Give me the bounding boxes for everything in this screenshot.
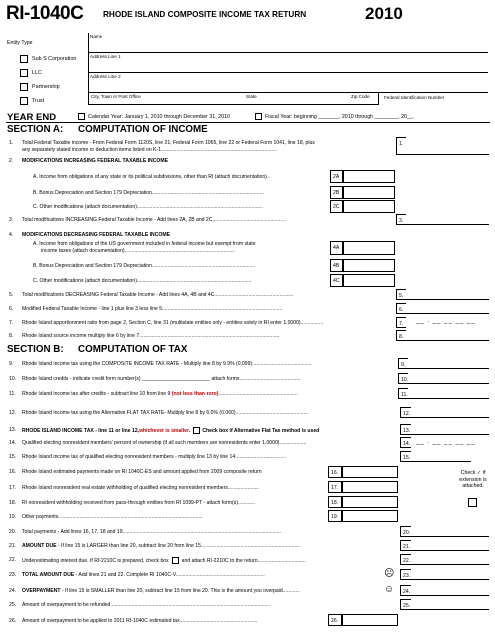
alt-flat-tax-checkbox[interactable]	[193, 427, 200, 434]
line-number: 8.	[9, 333, 14, 339]
line-4c-amount[interactable]	[343, 274, 395, 287]
line-4c-text: C. Other modifications (attach documentation).................................................................................	[33, 278, 252, 284]
line-box: 1.	[396, 137, 406, 155]
line-8-text: Rhode Island source income multiply line 6 by line 7...................................................................................................	[22, 333, 280, 339]
checkbox[interactable]	[20, 97, 28, 105]
line-26-text: Amount of overpayment to be applied to 2011 RI-1040C estimated tax.......................................................	[22, 618, 258, 624]
line-20-text: Total payments - Add lines 16, 17, 18 and 19................................................................................................................	[22, 529, 282, 535]
line-12-amount[interactable]	[411, 417, 489, 418]
line-21-text: AMOUNT DUE - If line 15 is LARGER than line 20, subtract line 20 from line 15......................................................................	[22, 543, 300, 549]
line-box: 2B	[330, 186, 343, 199]
line-box: 26.	[328, 614, 342, 626]
zip-field[interactable]: Zip Code	[351, 94, 370, 99]
line-box: 16.	[328, 466, 342, 478]
line-24-text: OVERPAYMENT - If line 15 is SMALLER than line 20, subtract line 15 from line 20. This is the amount you overpaid............	[22, 588, 300, 594]
line-box: 10.	[398, 373, 408, 384]
line-box: 15.	[400, 451, 411, 462]
line-box: 5.	[396, 289, 406, 300]
line-box: 24.	[400, 585, 411, 596]
line-22-amount[interactable]	[411, 564, 489, 565]
line-box: 21.	[400, 540, 411, 551]
line-number: 5.	[9, 292, 14, 298]
line-number: 18.	[9, 500, 17, 506]
line-3-text: Total modifications INCREASING Federal Taxable Income - Add lines 2A, 2B and 2C....................................................	[22, 217, 287, 223]
entity-type-label: Entity Type	[7, 40, 33, 46]
line-2c-text: C. Other modifications (attach documentation).........................................................................................	[33, 204, 263, 210]
fein-field[interactable]: Federal Identification Number	[384, 95, 445, 100]
city-field[interactable]: City, Town or Post Office	[91, 94, 141, 99]
section-a-label: SECTION A:	[7, 124, 64, 135]
line-box: 7.	[396, 317, 406, 328]
line-3-amount[interactable]	[406, 224, 489, 225]
address-line2-field[interactable]: Address Line 2	[90, 74, 121, 79]
line-box: 22.	[400, 554, 411, 565]
checkbox[interactable]	[20, 83, 28, 91]
line-19-amount[interactable]	[342, 510, 398, 522]
line-box: 11.	[398, 388, 408, 399]
line-11-amount[interactable]	[408, 398, 489, 399]
entity-type-partnership[interactable]: Partnership	[20, 83, 60, 91]
line-6-text: Modified Federal Taxable Income - line 1 plus line 3 less line 5.....................................................................................	[22, 306, 283, 312]
address-line1-field[interactable]: Address Line 1	[90, 54, 121, 59]
line-2c-amount[interactable]	[343, 200, 395, 213]
line-10-amount[interactable]	[408, 383, 489, 384]
line-number: 11.	[9, 391, 16, 397]
line-5-text: Total modifications DECREASING Federal Taxable Income - Add lines 4A, 4B and 4C........................................................	[22, 292, 294, 298]
line-number: 2.	[9, 158, 14, 164]
year-end-label: YEAR END	[7, 112, 57, 123]
line-number: 16.	[9, 469, 17, 475]
line-box: 13.	[400, 424, 411, 435]
line-number: 26.	[9, 618, 17, 624]
line-15-amount[interactable]	[411, 461, 471, 462]
line-box: 20.	[400, 526, 411, 537]
line-2a-text: A. Income from obligations of any state or its political subdivisions, other than RI (attach documentation)..	[33, 174, 270, 180]
line-25-amount[interactable]	[411, 609, 489, 610]
line-box: 2C	[330, 200, 343, 213]
line-number: 1.	[9, 140, 14, 146]
line-box: 19.	[328, 510, 342, 522]
extension-note: Check ✓ if extension is attached.	[459, 470, 487, 489]
line-2a-amount[interactable]	[343, 170, 395, 183]
line-6-amount[interactable]	[406, 313, 489, 314]
line-number: 22.	[9, 557, 17, 563]
line-number: 24.	[9, 588, 17, 594]
line-box: 3.	[396, 214, 406, 225]
state-field[interactable]: State	[246, 94, 257, 99]
section-a-title: COMPUTATION OF INCOME	[78, 124, 208, 135]
line-2b-amount[interactable]	[343, 186, 395, 199]
line-box: 2A	[330, 170, 343, 183]
line-15-text: Rhode Island income tax of qualified electing nonresident members - multiply line 13 by line 14....................................	[22, 454, 287, 460]
line-26-amount[interactable]	[342, 614, 398, 626]
ri-2210c-checkbox[interactable]	[172, 557, 179, 564]
form-number: RI-1040C	[6, 3, 84, 24]
fiscal-year-option[interactable]: Fiscal Year: beginning _______, 2010 through ________, 20__.	[255, 113, 414, 120]
line-box: 25.	[400, 599, 411, 610]
line-box: 17.	[328, 481, 342, 493]
section-b-title: COMPUTATION OF TAX	[78, 344, 188, 355]
line-4a-text-b: income taxes (attach documentation)..............................................................................	[41, 248, 235, 254]
line-number: 4.	[9, 232, 14, 238]
line-number: 6.	[9, 306, 14, 312]
line-5-amount[interactable]	[406, 299, 489, 300]
line-13-text: RHODE ISLAND INCOME TAX - line 11 or line 12, whichever is smaller . Check box if Alternative Flat Tax method is used	[22, 427, 320, 434]
section-b-label: SECTION B:	[7, 344, 64, 355]
line-16-text: Rhode Island estimated payments made on RI 1040C-ES and amount applied from 2009 composite return	[22, 469, 262, 475]
line-4a-amount[interactable]	[343, 241, 395, 255]
checkbox[interactable]	[20, 55, 28, 63]
line-number: 17.	[9, 485, 17, 491]
line-2-heading: MODIFICATIONS INCREASING FEDERAL TAXABLE INCOME	[22, 158, 169, 164]
line-7-ratio[interactable]: __ . __ __ __ __	[416, 318, 476, 324]
line-box: 9.	[398, 358, 408, 369]
line-25-text: Amount of overpayment to be refunded.................................................................................................................	[22, 602, 271, 608]
line-number: 20.	[9, 529, 17, 535]
line-number: 3.	[9, 217, 14, 223]
line-box: 4A	[330, 241, 343, 255]
line-21-amount[interactable]	[411, 550, 489, 551]
line-20-amount[interactable]	[411, 536, 489, 537]
line-box: 12.	[400, 407, 411, 418]
checkbox[interactable]	[20, 69, 28, 77]
line-24-amount[interactable]	[411, 595, 489, 596]
line-number: 19.	[9, 514, 17, 520]
line-11-text: Rhode Island income tax after credits - subtract line 10 from line 9 (not less than zero)........................................................	[22, 391, 298, 397]
line-number: 15.	[9, 454, 17, 460]
line-23-text: TOTAL AMOUNT DUE - Add lines 21 and 22. Complete RI 1040C-V...............................................................	[22, 572, 265, 578]
sad-face-icon: ☹	[384, 568, 395, 579]
line-7-text: Rhode Island apportionment ratio from page 2, Section C, line 31 (multistate entities only - entities solely in RI enter 1.0000)................	[22, 320, 324, 326]
entity-type-sub-s[interactable]: Sub S Corporation	[20, 55, 76, 63]
calendar-year-option[interactable]: Calendar Year: January 1, 2010 through December 31, 2010	[78, 113, 230, 120]
line-12-text: Rhode Island income tax using the Alternative FLAT TAX RATE- Multiply line 8 by 6.0% (0.060)...................................................	[22, 410, 308, 416]
line-number: 10.	[9, 376, 17, 382]
line-16-amount[interactable]	[342, 466, 398, 478]
line-1-amount[interactable]	[406, 154, 489, 155]
line-box: 23.	[400, 569, 411, 580]
line-box: 4C	[330, 274, 343, 287]
line-1-text-a: Total Federal Taxable income - From Federal Form 1120S, line 21; Federal Form 1065, line 22 or Federal Form 1041, line 18, plus	[22, 140, 315, 146]
line-9-text: Rhode Island income tax using the COMPOSITE INCOME TAX RATE - Multiply line 8 by 9.9% (0.099)..........................................	[22, 361, 312, 367]
line-23-amount[interactable]	[411, 579, 489, 580]
line-18-text: RI nonresident withholding received from pass-through entities from RI 1099-PT - attach form(s)............	[22, 500, 255, 506]
line-number: 23.	[9, 572, 17, 578]
name-field[interactable]: Name	[90, 34, 103, 39]
line-4b-text: B. Bonus Depreciation and Section 179 Depreciation.........................................................................	[33, 263, 256, 269]
line-18-amount[interactable]	[342, 496, 398, 508]
line-17-text: Rhode Island nonresident real estate withholding of qualified electing nonresident members......................	[22, 485, 259, 491]
line-22-text: Underestimating interest due. If RI-2210C is prepared, check box and attach RI-2210C to the return..................................	[22, 557, 306, 564]
line-10-text: Rhode Island credits - indicate credit form number(s) ________________________ attach forms...........................................	[22, 376, 301, 382]
line-box: 14.	[400, 437, 411, 448]
extension-checkbox[interactable]	[468, 498, 477, 507]
line-13-amount[interactable]	[411, 434, 489, 435]
line-4-heading: MODIFICATIONS DECREASING FEDERAL TAXABLE INCOME	[22, 232, 171, 238]
line-2b-text: B. Bonus Depreciation and Section 179 Depreciation...............................................................................	[33, 190, 264, 196]
line-number: 14.	[9, 440, 17, 446]
line-number: 25.	[9, 602, 17, 608]
line-box: 18.	[328, 496, 342, 508]
form-title: RHODE ISLAND COMPOSITE INCOME TAX RETURN	[103, 10, 307, 19]
line-4b-amount[interactable]	[343, 259, 395, 272]
line-1-text-b: any separately stated income or deduction items listed on K-1..................................................................................	[22, 147, 278, 153]
line-17-amount[interactable]	[342, 481, 398, 493]
line-number: 9.	[9, 361, 14, 367]
line-8-amount[interactable]	[406, 340, 489, 341]
line-number: 21.	[9, 543, 17, 549]
line-number: 13.	[9, 427, 17, 433]
checkbox[interactable]	[255, 113, 262, 120]
checkbox[interactable]	[78, 113, 85, 120]
entity-type-llc[interactable]: LLC	[20, 69, 42, 77]
line-box: 8.	[396, 330, 406, 341]
tax-year: 2010	[365, 4, 403, 23]
line-14-percent[interactable]: __ . __ __ __ __	[416, 439, 476, 445]
happy-face-icon: ☺	[384, 584, 395, 595]
line-4a-text-a: A. Income from obligations of the US government included in federal income but exempt from state	[33, 241, 256, 247]
line-box: 4B	[330, 259, 343, 272]
line-9-amount[interactable]	[408, 368, 489, 369]
line-box: 6.	[396, 303, 406, 314]
line-number: 7.	[9, 320, 14, 326]
line-14-text: Qualified electing nonresident members' percent of ownership (if all such members are nonresidents enter 1.0000)...................	[22, 440, 307, 446]
line-number: 12.	[9, 410, 17, 416]
line-19-text: Other payments......................................................................................................	[22, 514, 203, 520]
entity-type-trust[interactable]: Trust	[20, 97, 44, 105]
